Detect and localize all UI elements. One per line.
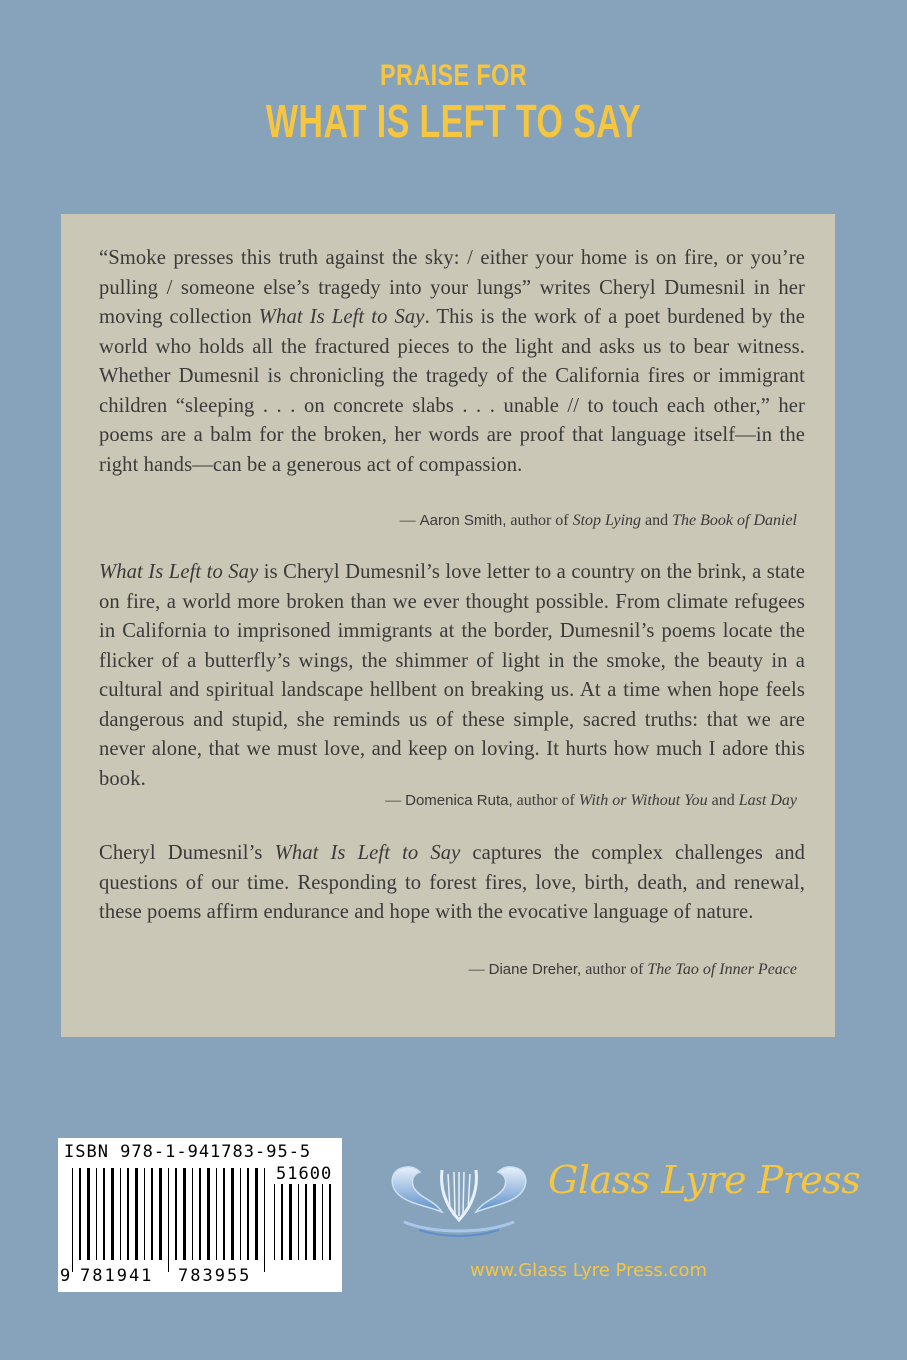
attribution-name: Diane Dreher,: [488, 961, 582, 978]
blurb-3: [99, 839, 805, 928]
attribution-dash: —: [399, 512, 420, 529]
barcode-bar: [322, 1184, 323, 1260]
barcode-bar: [72, 1168, 73, 1272]
praise-panel: [61, 214, 835, 1037]
barcode-bar: [175, 1168, 177, 1260]
blurb-text: “Smoke presses this truth against the sky: / either your home is on fire, or you’re pulling / someone else’s tragedy into your lungs” writes Cheryl Dumesnil in her moving collection: [99, 247, 805, 328]
blurb-1: [99, 244, 805, 480]
attribution-name: Aaron Smith,: [419, 512, 507, 529]
barcode-bar: [120, 1168, 121, 1260]
barcode-bar: [159, 1168, 162, 1260]
barcode-bar: [281, 1184, 283, 1260]
publisher-name: Glass Lyre Press: [548, 1158, 861, 1202]
barcode-group1: 781941: [80, 1266, 154, 1286]
attribution-dash: —: [468, 961, 489, 978]
attribution-book: Last Day: [738, 792, 797, 809]
barcode-bar: [247, 1168, 249, 1260]
heading-book-title: WHAT IS LEFT TO SAY: [265, 95, 642, 147]
blurb-text: Cheryl Dumesnil’s: [99, 842, 275, 864]
barcode-bar: [127, 1168, 129, 1260]
barcode-bar: [192, 1168, 193, 1260]
attribution-2: [385, 792, 797, 810]
barcode-bar: [274, 1184, 275, 1260]
praise-heading: [0, 58, 907, 148]
barcode-bar: [87, 1168, 90, 1260]
barcode-bar: [144, 1168, 145, 1260]
attribution-author-of: author of: [581, 961, 648, 978]
price-barcode-bars: [274, 1184, 336, 1272]
barcode-bar: [240, 1168, 241, 1260]
barcode-bar: [223, 1168, 225, 1260]
barcode-bar: [96, 1168, 97, 1260]
attribution-and: and: [707, 792, 739, 809]
barcode-bars: [72, 1168, 268, 1272]
barcode-bar: [103, 1168, 105, 1260]
barcode-group2: 783955: [178, 1266, 252, 1286]
barcode-bar: [305, 1184, 307, 1260]
barcode-bar: [298, 1184, 299, 1260]
isbn-barcode: [58, 1138, 342, 1292]
barcode-bar: [207, 1168, 210, 1260]
barcode-bar: [135, 1168, 138, 1260]
attribution-book: With or Without You: [578, 792, 708, 809]
attribution-3: [469, 961, 797, 979]
blurb-book-title: What Is Left to Say: [99, 561, 259, 583]
attribution-book: Stop Lying: [572, 512, 642, 529]
barcode-bar: [289, 1184, 292, 1260]
barcode-bar: [111, 1168, 114, 1260]
barcode-bar: [313, 1184, 316, 1260]
blurb-text: is Cheryl Dumesnil’s love letter to a country on the brink, a state on fire, a world more broken than we ever thought possible. From climate refugees in California to imprisoned immigrants at the border, Dumesnil’s poems locate the flicker of a butterfly’s wings, the shimmer of light in the smoke, the beauty in a cultural and spiritual landscape hellbent on breaking us. At a time when hope feels dangerous and stupid, she reminds us of these simple, sacred truths: that we are never alone, that we must love, and keep on loving. It hurts how much I adore this book.: [99, 561, 805, 790]
heading-line1: PRAISE FOR: [380, 59, 527, 92]
attribution-author-of: author of: [512, 792, 579, 809]
blurb-book-title: What Is Left to Say: [274, 842, 461, 864]
attribution-book: The Book of Daniel: [672, 512, 797, 529]
barcode-bar: [329, 1184, 331, 1260]
barcode-bar: [151, 1168, 153, 1260]
attribution-name: Domenica Ruta,: [405, 792, 513, 809]
barcode-bar: [183, 1168, 186, 1260]
blurb-text: captures the complex challenges and questions of our time. Responding to forest fires, love, birth, death, and renewal, these poems affirm endurance and hope with the evocative language of nature.: [99, 842, 805, 923]
blurb-text: . This is the work of a poet burdened by the world who holds all the fractured pieces to the light and asks us to bear witness. Whether Dumesnil is chronicling the tragedy of the California fires or immigrant children “sleeping . . . on concrete slabs . . . unable // to touch each other,” her poems are a balm for the broken, her words are proof that language itself—in the right hands—can be a generous act of compassion.: [99, 306, 805, 476]
attribution-and: and: [641, 512, 673, 529]
publisher-url: www.Glass Lyre Press.com: [470, 1260, 708, 1281]
barcode-lead-digit: 9: [60, 1266, 71, 1286]
isbn-label: ISBN 978-1-941783-95-5: [64, 1142, 312, 1162]
attribution-author-of: author of: [506, 512, 573, 529]
barcode-bar: [231, 1168, 234, 1260]
attribution-1: [400, 512, 797, 530]
blurb-book-title: What Is Left to Say: [258, 306, 425, 328]
barcode-bar: [216, 1168, 217, 1260]
attribution-dash: —: [385, 792, 406, 809]
barcode-bar: [255, 1168, 258, 1260]
barcode-bar: [168, 1168, 169, 1272]
blurb-2: [99, 558, 805, 794]
swan-lyre-logo-icon: [384, 1150, 534, 1240]
price-code: 51600: [276, 1164, 333, 1184]
attribution-book: The Tao of Inner Peace: [647, 961, 797, 978]
barcode-bar: [79, 1168, 81, 1260]
barcode-bar: [264, 1168, 265, 1272]
barcode-bar: [199, 1168, 201, 1260]
